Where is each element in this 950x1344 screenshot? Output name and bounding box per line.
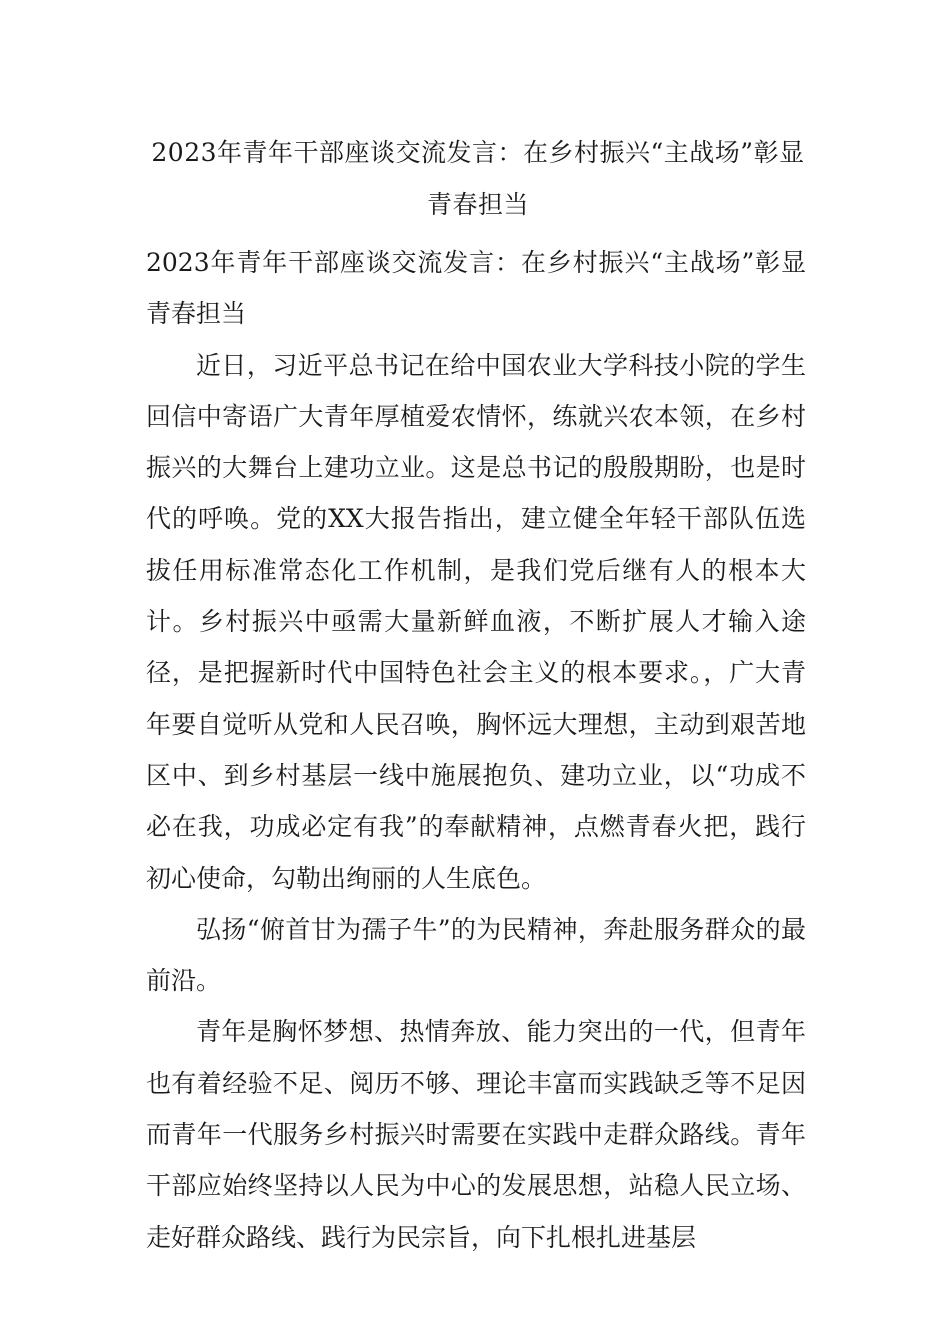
body-paragraph-2: 弘扬“俯首甘为孺子牛”的为民精神，奔赴服务群众的最前沿。: [146, 914, 806, 996]
repeated-title-paragraph: 2023年青年干部座谈交流发言：在乡村振兴“主战场”彰显青春担当: [146, 248, 806, 329]
document-body: [146, 237, 806, 1263]
document-title: 2023年青年干部座谈交流发言：在乡村振兴“主战场”彰显青春担当: [151, 138, 805, 219]
body-paragraph-3: 青年是胸怀梦想、热情奔放、能力突出的一代，但青年也有着经验不足、阅历不够、理论丰富而实践缺乏等不足因而青年一代服务乡村振兴时需要在实践中走群众路线。青年干部应始终坚持以人民为中心的发展思想，站稳人民立场、走好群众路线、践行为民宗旨，向下扎根扎进基层: [146, 1017, 806, 1252]
body-paragraph-1: 近日，习近平总书记在给中国农业大学科技小院的学生回信中寄语广大青年厚植爱农情怀，练就兴农本领，在乡村振兴的大舞台上建功立业。这是总书记的殷殷期盼，也是时代的呼唤。党的XX大报告指出，建立健全年轻干部队伍选拔任用标准常态化工作机制，是我们党后继有人的根本大计。乡村振兴中亟需大量新鲜血液，不断扩展人才输入途径，是把握新时代中国特色社会主义的根本要求。，广大青年要自觉听从党和人民召唤，胸怀远大理想，主动到艰苦地区中、到乡村基层一线中施展抱负、建功立业，以“功成不必在我，功成必定有我”的奉献精神，点燃青春火把，践行初心使命，勾勒出绚丽的人生底色。: [146, 350, 806, 893]
